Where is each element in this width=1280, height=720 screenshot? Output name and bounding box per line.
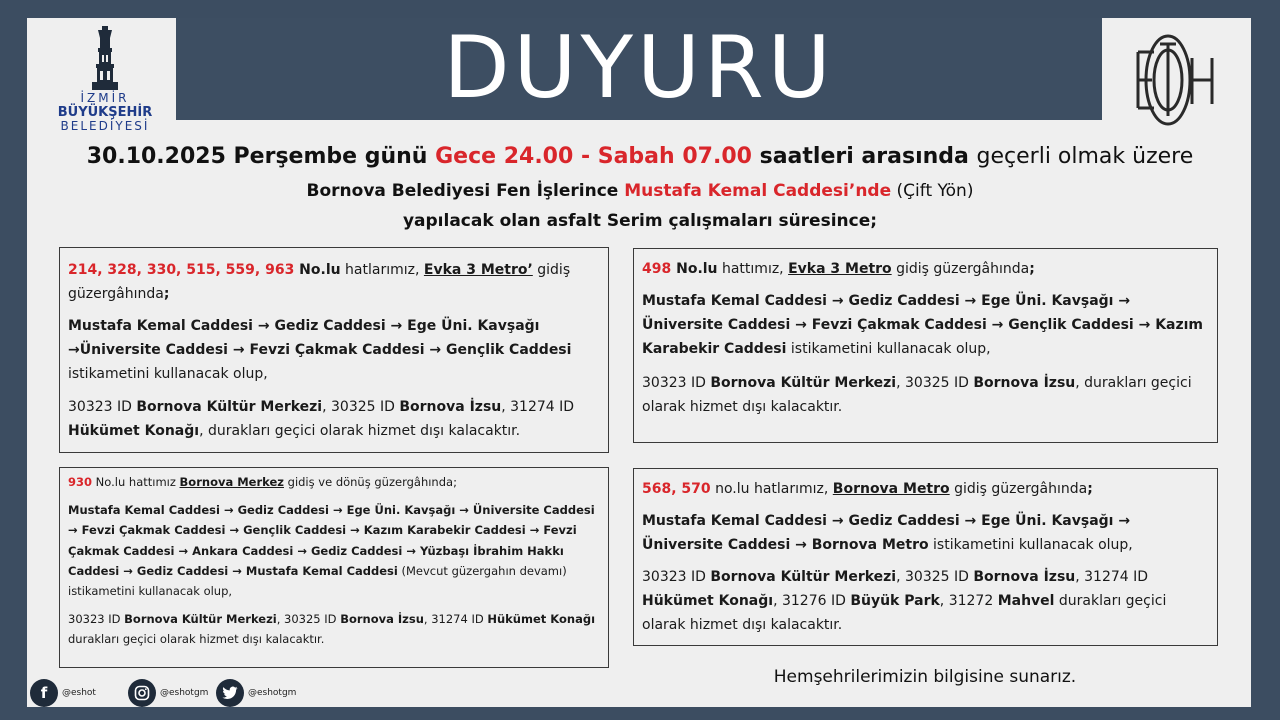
box-route: Mustafa Kemal Caddesi → Gediz Caddesi → Ege Üni. Kavşağı → Üniversite Caddesi → Bornova Metro istikametini kullanacak olup,: [642, 513, 1133, 553]
box-intro: 498 No.lu hattımız, Evka 3 Metro gidiş güzergâhında;: [642, 261, 1035, 277]
headline-valid-text: geçerli olmak üzere: [976, 144, 1194, 169]
header-banner: [176, 18, 1102, 120]
headline-direction: (Çift Yön): [891, 181, 974, 201]
instagram-icon[interactable]: [128, 679, 156, 707]
social-facebook[interactable]: [30, 678, 96, 708]
route-text: Mustafa Kemal Caddesi → Gediz Caddesi → Ege Üni. Kavşağı → Üniversite Caddesi → Bornova Metro: [642, 513, 1131, 553]
logo-line-izmir: İZMİR: [80, 91, 130, 105]
social-twitter[interactable]: [216, 678, 296, 708]
box-intro: 214, 328, 330, 515, 559, 963 No.lu hatlarımız, Evka 3 Metro’ gidiş güzergâhında;: [68, 262, 571, 302]
destination: Bornova Metro: [832, 481, 950, 497]
closing-text: Hemşehrilerimizin bilgisine sunarız.: [773, 667, 1077, 687]
facebook-handle[interactable]: @eshot: [62, 688, 96, 698]
route-text: Mustafa Kemal Caddesi → Gediz Caddesi → Ege Üni. Kavşağı → Üniversite Caddesi → Fevzi Çakmak Caddesi → Gençlik Caddesi → Kazım Karabekir Caddesi: [642, 293, 1204, 357]
line-numbers: 930: [68, 475, 93, 489]
logo-line-belediyesi: BELEDİYESİ: [60, 119, 150, 133]
line-numbers: 214, 328, 330, 515, 559, 963: [68, 262, 295, 278]
headline-date-text: 30.10.2025 Perşembe günü: [86, 144, 436, 169]
facebook-icon[interactable]: f: [30, 679, 58, 707]
clock-tower-icon: [40, 24, 170, 92]
social-instagram[interactable]: [128, 678, 208, 708]
route-text: Mustafa Kemal Caddesi → Gediz Caddesi → Ege Üni. Kavşağı →Üniversite Caddesi → Fevzi Çakmak Caddesi → Gençlik Caddesi: [68, 318, 572, 358]
twitter-handle[interactable]: @eshotgm: [248, 688, 297, 698]
headline-location: [0, 177, 1280, 205]
box-stops: 30323 ID Bornova Kültür Merkezi, 30325 ID Bornova İzsu, 31274 ID Hükümet Konağı, durakları geçici olarak hizmet dışı kalacaktır.: [68, 399, 575, 439]
notice-box-930: [59, 467, 609, 668]
destination: Evka 3 Metro: [788, 261, 892, 277]
twitter-glyph: [222, 686, 238, 700]
headline-date: [0, 140, 1280, 174]
headline-between-text: saatleri arasında: [751, 144, 977, 169]
headline-authority: Bornova Belediyesi Fen İşlerince: [306, 181, 625, 201]
box-stops: 30323 ID Bornova Kültür Merkezi, 30325 ID Bornova İzsu, 31274 ID Hükümet Konağı, 31276 ID Büyük Park, 31272 Mahvel durakları geçici olarak hizmet dışı kalacaktır.: [642, 569, 1167, 633]
route-text: Mustafa Kemal Caddesi → Gediz Caddesi → Ege Üni. Kavşağı → Üniversite Caddesi → Fevzi Çakmak Caddesi → Gençlik Caddesi → Kazım Karabekir Caddesi → Fevzi Çakmak Caddesi → Ankara Caddesi → Gediz Caddesi → Yüzbaşı İbrahim Hakkı Caddesi → Gediz Caddesi → Mustafa Kemal Caddesi: [68, 503, 595, 578]
destination: Bornova Merkez: [179, 475, 284, 489]
headline-time-range: Gece 24.00 - Sabah 07.00: [435, 144, 752, 169]
instagram-handle[interactable]: @eshotgm: [160, 688, 209, 698]
notice-box-498: [633, 248, 1218, 443]
box-stops: 30323 ID Bornova Kültür Merkezi, 30325 ID Bornova İzsu, 31274 ID Hükümet Konağı durakları geçici olarak hizmet dışı kalacaktır.: [68, 612, 596, 647]
notice-box-568-570: [633, 468, 1218, 646]
line-numbers: 568, 570: [642, 481, 711, 497]
line-numbers: 498: [642, 261, 672, 277]
destination: Evka 3 Metro’: [423, 262, 533, 278]
twitter-icon[interactable]: [216, 679, 244, 707]
izmir-logo: [40, 24, 170, 136]
banner-title: DUYURU: [443, 18, 835, 118]
headline-street: Mustafa Kemal Caddesi’nde: [624, 181, 892, 201]
box-stops: 30323 ID Bornova Kültür Merkezi, 30325 ID Bornova İzsu, durakları geçici olarak hizmet dışı kalacaktır.: [642, 375, 1192, 415]
box-intro: 568, 570 no.lu hatlarımız, Bornova Metro gidiş güzergâhında;: [642, 481, 1093, 497]
logo-line-buyuksehir: BÜYÜKŞEHİR: [57, 105, 153, 120]
box-route: Mustafa Kemal Caddesi → Gediz Caddesi → Ege Üni. Kavşağı → Üniversite Caddesi → Fevzi Çakmak Caddesi → Gençlik Caddesi → Kazım Karabekir Caddesi istikametini kullanacak olup,: [642, 293, 1204, 357]
notice-box-evka3-lines: [59, 247, 609, 453]
box-intro: 930 No.lu hattımız Bornova Merkez gidiş ve dönüş güzergâhında;: [68, 475, 457, 489]
instagram-glyph: [134, 685, 150, 701]
box-route: Mustafa Kemal Caddesi → Gediz Caddesi → Ege Üni. Kavşağı → Üniversite Caddesi → Fevzi Çakmak Caddesi → Gençlik Caddesi → Kazım Karabekir Caddesi → Fevzi Çakmak Caddesi → Ankara Caddesi → Gediz Caddesi → Yüzbaşı İbrahim Hakkı Caddesi → Gediz Caddesi → Mustafa Kemal Caddesi (Mevcut güzergahın devamı) istikametini kullanacak olup,: [68, 503, 595, 599]
headline-work: yapılacak olan asfalt Serim çalışmaları süresince;: [402, 211, 878, 231]
eshot-logo: [1110, 24, 1240, 136]
box-route: Mustafa Kemal Caddesi → Gediz Caddesi → Ege Üni. Kavşağı →Üniversite Caddesi → Fevzi Çakmak Caddesi → Gençlik Caddesi istikametini kullanacak olup,: [68, 318, 572, 382]
eshot-monogram-icon: [1110, 24, 1240, 136]
